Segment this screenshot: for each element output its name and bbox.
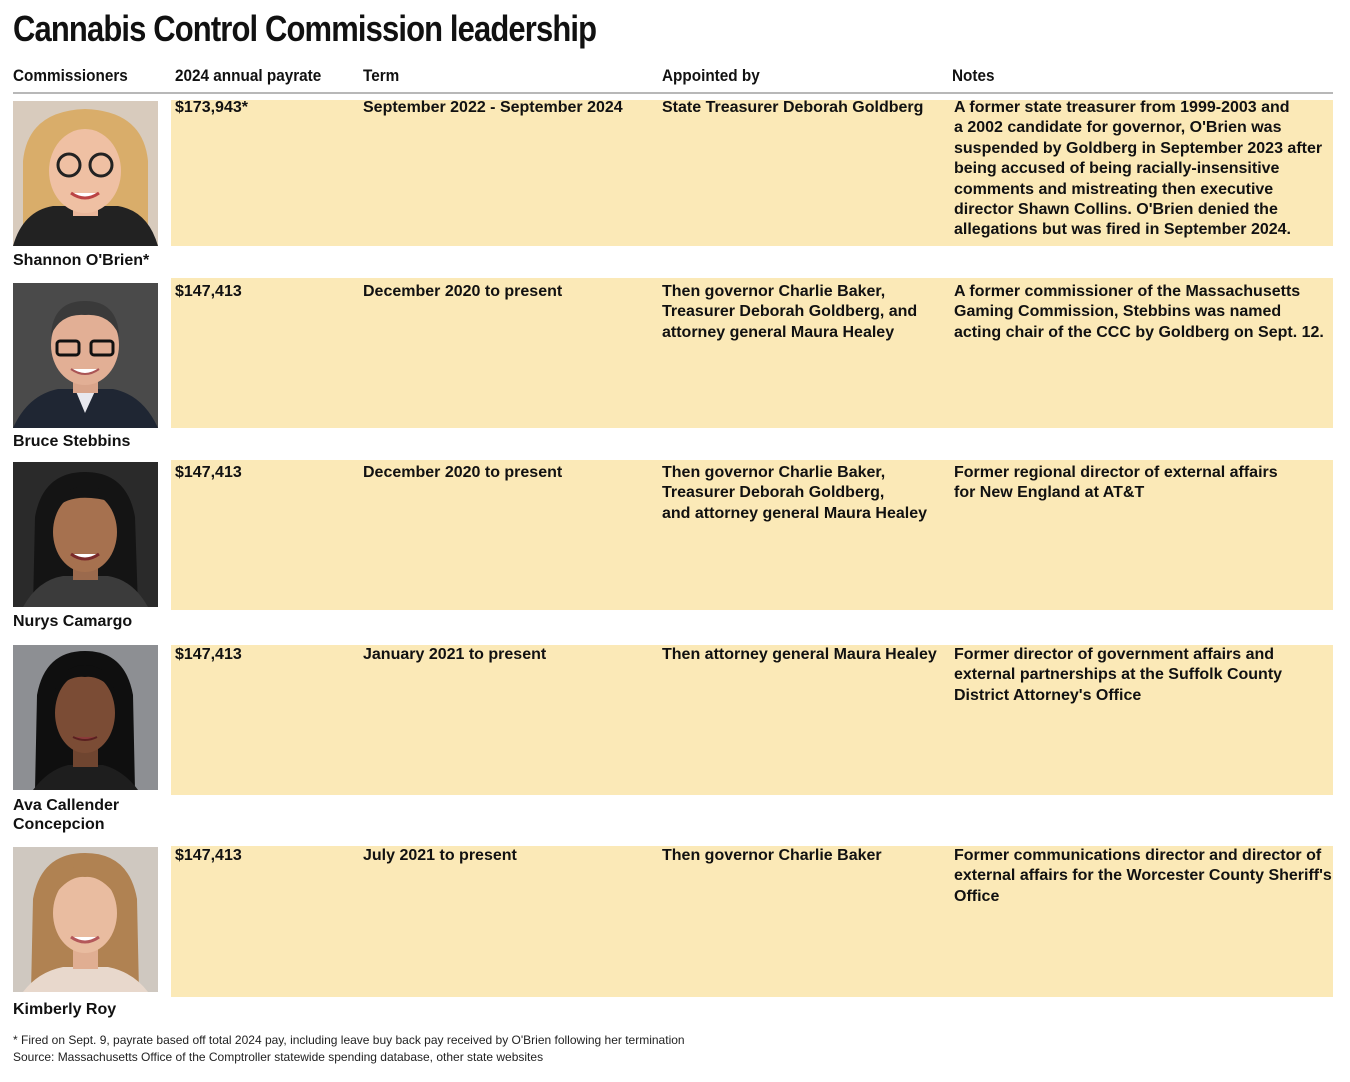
commissioner-photo [13, 101, 158, 246]
commissioner-name: Kimberly Roy [13, 1001, 117, 1018]
footnote: * Fired on Sept. 9, payrate based off total 2024 pay, including leave buy back pay received by O'Brien following her termination [13, 1033, 685, 1047]
term-cell: September 2022 - September 2024 [363, 99, 623, 116]
payrate-cell: $173,943* [175, 99, 248, 116]
payrate-cell: $147,413 [175, 464, 242, 481]
notes-cell: A former state treasurer from 1999-2003 and a 2002 candidate for governor, O'Brien was suspended by Goldberg in September 2023 after being accused of being racially-insensitive comments and mistreating then executive director Shawn Collins. O'Brien denied the allegations but was fired in September 2024. [954, 99, 1323, 239]
commissioner-name: Shannon O'Brien* [13, 252, 150, 269]
commissioner-photo [13, 462, 158, 607]
appointed-by-cell: Then governor Charlie Baker, Treasurer Deborah Goldberg, and attorney general Maura Healey [662, 283, 918, 341]
appointed-by-cell: Then attorney general Maura Healey [662, 646, 937, 663]
payrate-cell: $147,413 [175, 646, 242, 663]
commissioner-name: Nurys Camargo [13, 613, 133, 630]
header-term: Term [363, 66, 400, 85]
term-cell: January 2021 to present [363, 646, 547, 663]
header-appointed-by: Appointed by [662, 66, 760, 85]
appointed-by-cell: Then governor Charlie Baker [662, 847, 882, 864]
page-title: Cannabis Control Commission leadership [13, 8, 597, 49]
commissioner-photo [13, 283, 158, 428]
header-payrate: 2024 annual payrate [175, 66, 322, 85]
commissioner-photo [13, 645, 158, 790]
payrate-cell: $147,413 [175, 283, 242, 300]
header-commissioners: Commissioners [13, 66, 128, 85]
notes-cell: Former regional director of external affairs for New England at AT&T [954, 464, 1278, 502]
term-cell: December 2020 to present [363, 283, 563, 300]
payrate-cell: $147,413 [175, 847, 242, 864]
commissioner-name: Bruce Stebbins [13, 433, 131, 450]
term-cell: December 2020 to present [363, 464, 563, 481]
notes-cell: Former director of government affairs and external partnerships at the Suffolk County District Attorney's Office [954, 646, 1283, 704]
term-cell: July 2021 to present [363, 847, 517, 864]
header-notes: Notes [952, 66, 995, 85]
commissioner-name: Ava Callender Concepcion [13, 797, 120, 833]
source-note: Source: Massachusetts Office of the Comptroller statewide spending database, other state websites [13, 1050, 544, 1064]
notes-cell: A former commissioner of the Massachusetts Gaming Commission, Stebbins was named acting chair of the CCC by Goldberg on Sept. 12. [954, 283, 1324, 341]
commissioner-photo [13, 847, 158, 992]
notes-cell: Former communications director and director of external affairs for the Worcester County Sheriff's Office [954, 847, 1332, 905]
header-divider [13, 92, 1333, 94]
appointed-by-cell: Then governor Charlie Baker, Treasurer Deborah Goldberg, and attorney general Maura Healey [662, 464, 927, 522]
appointed-by-cell: State Treasurer Deborah Goldberg [662, 99, 924, 116]
